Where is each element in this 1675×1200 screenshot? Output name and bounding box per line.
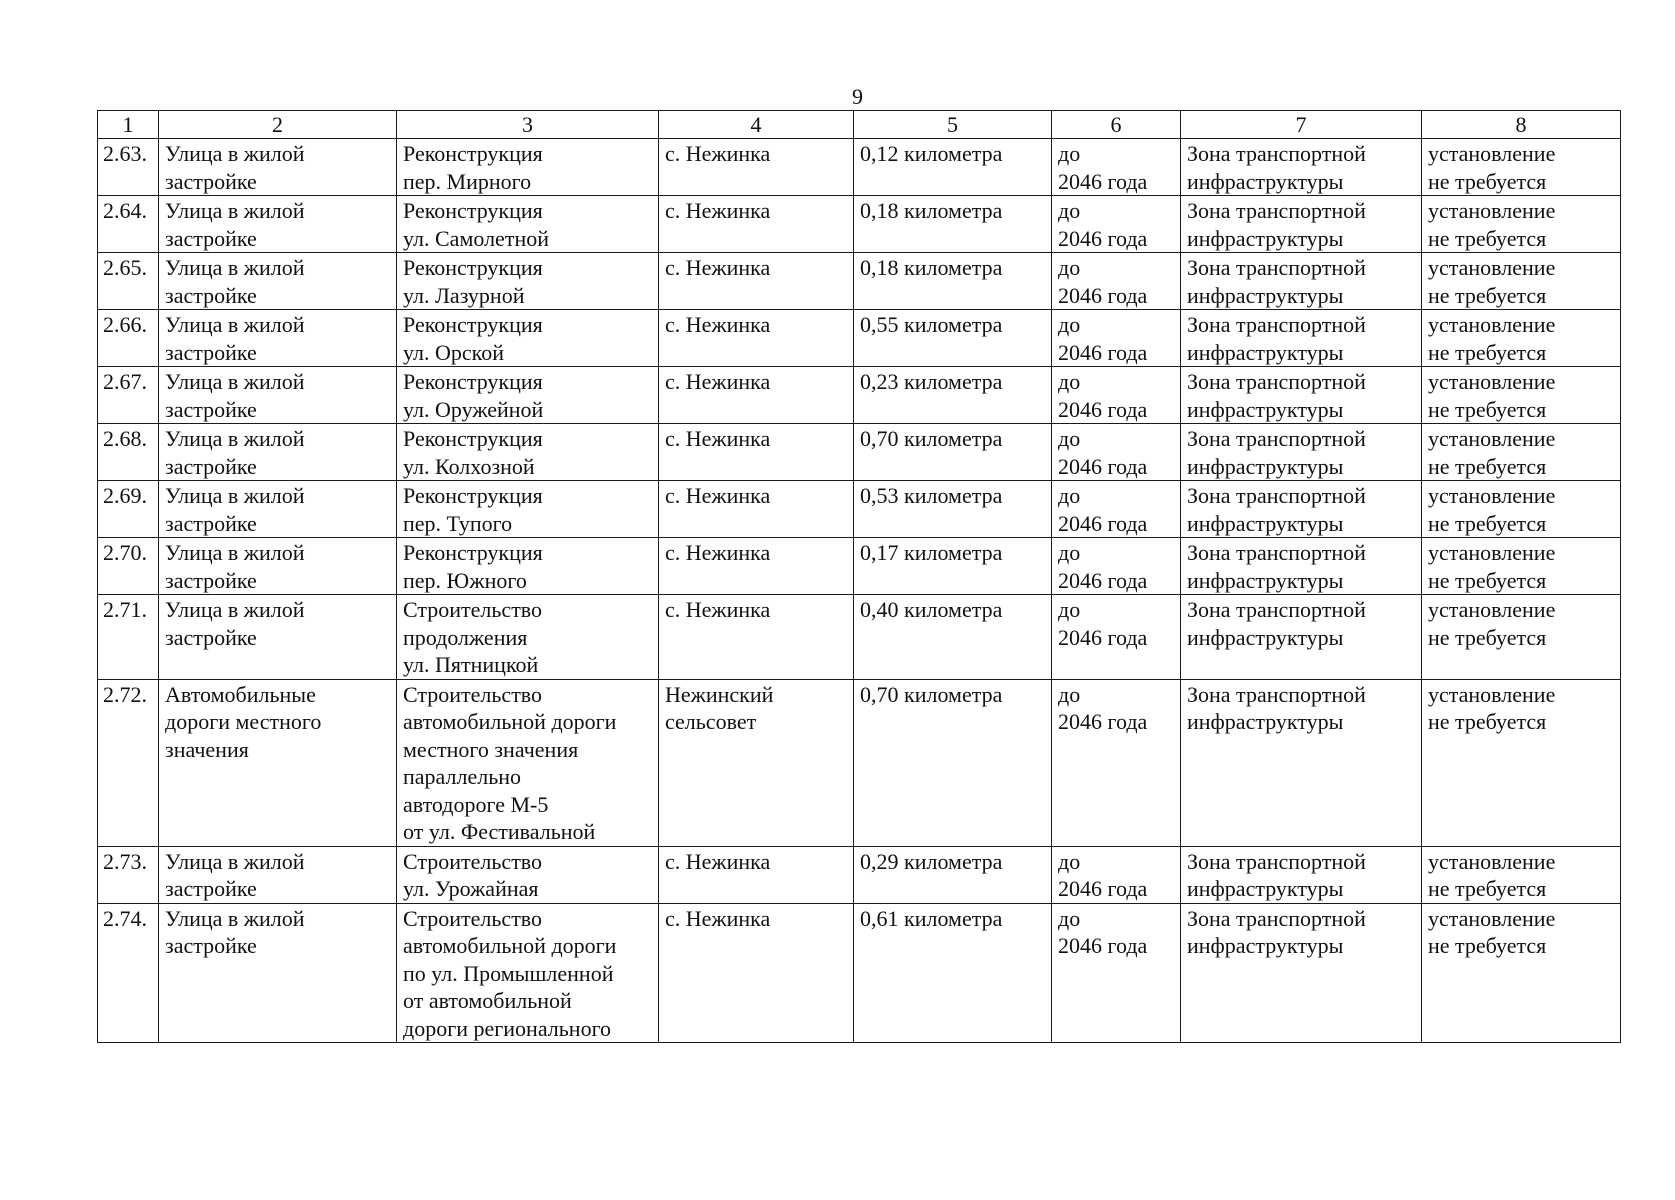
table-row [98, 424, 1621, 481]
table-row [98, 846, 1621, 903]
object-type-cell: Улица в жилой застройке [159, 310, 397, 367]
location-cell: с. Нежинка [659, 481, 854, 538]
term-cell: до 2046 года [1052, 253, 1181, 310]
length-cell: 0,61 километра [854, 903, 1052, 1043]
table-row [98, 903, 1621, 1043]
row-number-cell: 2.71. [98, 595, 159, 680]
object-type-cell: Автомобильные дороги местного значения [159, 679, 397, 846]
term-cell: до 2046 года [1052, 139, 1181, 196]
length-cell: 0,18 километра [854, 196, 1052, 253]
object-type-cell: Улица в жилой застройке [159, 424, 397, 481]
zone-cell: Зона транспортной инфраструктуры [1181, 253, 1422, 310]
term-cell: до 2046 года [1052, 481, 1181, 538]
header-cell: 2 [159, 111, 397, 139]
object-action-cell: Реконструкция пер. Тупого [397, 481, 659, 538]
length-cell: 0,40 километра [854, 595, 1052, 680]
zone-cell: Зона транспортной инфраструктуры [1181, 367, 1422, 424]
header-cell: 6 [1052, 111, 1181, 139]
location-cell: с. Нежинка [659, 139, 854, 196]
zone-cell: Зона транспортной инфраструктуры [1181, 846, 1422, 903]
table-row [98, 538, 1621, 595]
objects-table [97, 110, 1621, 1043]
restriction-cell: установление не требуется [1422, 253, 1621, 310]
length-cell: 0,12 километра [854, 139, 1052, 196]
location-cell: с. Нежинка [659, 196, 854, 253]
table-row [98, 481, 1621, 538]
row-number-cell: 2.65. [98, 253, 159, 310]
object-action-cell: Строительство ул. Урожайная [397, 846, 659, 903]
header-cell: 7 [1181, 111, 1422, 139]
term-cell: до 2046 года [1052, 310, 1181, 367]
restriction-cell: установление не требуется [1422, 481, 1621, 538]
term-cell: до 2046 года [1052, 196, 1181, 253]
location-cell: с. Нежинка [659, 903, 854, 1043]
location-cell: с. Нежинка [659, 253, 854, 310]
restriction-cell: установление не требуется [1422, 424, 1621, 481]
object-action-cell: Реконструкция ул. Орской [397, 310, 659, 367]
header-cell: 1 [98, 111, 159, 139]
zone-cell: Зона транспортной инфраструктуры [1181, 481, 1422, 538]
row-number-cell: 2.64. [98, 196, 159, 253]
header-cell: 5 [854, 111, 1052, 139]
table-row [98, 253, 1621, 310]
row-number-cell: 2.73. [98, 846, 159, 903]
object-type-cell: Улица в жилой застройке [159, 903, 397, 1043]
object-type-cell: Улица в жилой застройке [159, 538, 397, 595]
term-cell: до 2046 года [1052, 538, 1181, 595]
table-row [98, 310, 1621, 367]
object-action-cell: Реконструкция ул. Колхозной [397, 424, 659, 481]
zone-cell: Зона транспортной инфраструктуры [1181, 903, 1422, 1043]
location-cell: с. Нежинка [659, 538, 854, 595]
length-cell: 0,23 километра [854, 367, 1052, 424]
term-cell: до 2046 года [1052, 846, 1181, 903]
object-action-cell: Реконструкция ул. Самолетной [397, 196, 659, 253]
location-cell: Нежинский сельсовет [659, 679, 854, 846]
location-cell: с. Нежинка [659, 310, 854, 367]
zone-cell: Зона транспортной инфраструктуры [1181, 595, 1422, 680]
header-cell: 4 [659, 111, 854, 139]
location-cell: с. Нежинка [659, 595, 854, 680]
term-cell: до 2046 года [1052, 424, 1181, 481]
restriction-cell: установление не требуется [1422, 538, 1621, 595]
restriction-cell: установление не требуется [1422, 310, 1621, 367]
table-row [98, 595, 1621, 680]
object-type-cell: Улица в жилой застройке [159, 846, 397, 903]
object-action-cell: Реконструкция ул. Оружейной [397, 367, 659, 424]
object-action-cell: Строительство продолжения ул. Пятницкой [397, 595, 659, 680]
length-cell: 0,70 километра [854, 424, 1052, 481]
object-type-cell: Улица в жилой застройке [159, 139, 397, 196]
restriction-cell: установление не требуется [1422, 367, 1621, 424]
length-cell: 0,17 километра [854, 538, 1052, 595]
location-cell: с. Нежинка [659, 367, 854, 424]
restriction-cell: установление не требуется [1422, 139, 1621, 196]
location-cell: с. Нежинка [659, 846, 854, 903]
object-action-cell: Реконструкция пер. Мирного [397, 139, 659, 196]
object-action-cell: Реконструкция ул. Лазурной [397, 253, 659, 310]
term-cell: до 2046 года [1052, 903, 1181, 1043]
restriction-cell: установление не требуется [1422, 595, 1621, 680]
row-number-cell: 2.66. [98, 310, 159, 367]
row-number-cell: 2.68. [98, 424, 159, 481]
term-cell: до 2046 года [1052, 595, 1181, 680]
term-cell: до 2046 года [1052, 679, 1181, 846]
restriction-cell: установление не требуется [1422, 846, 1621, 903]
length-cell: 0,29 километра [854, 846, 1052, 903]
object-action-cell: Реконструкция пер. Южного [397, 538, 659, 595]
header-cell: 3 [397, 111, 659, 139]
object-action-cell: Строительство автомобильной дороги по ул. Промышленной от автомобильной дороги регионального [397, 903, 659, 1043]
object-type-cell: Улица в жилой застройке [159, 481, 397, 538]
object-action-cell: Строительство автомобильной дороги местного значения параллельно автодороге М-5 от ул. Фестивальной [397, 679, 659, 846]
length-cell: 0,55 километра [854, 310, 1052, 367]
table-header-row [98, 111, 1621, 139]
zone-cell: Зона транспортной инфраструктуры [1181, 139, 1422, 196]
zone-cell: Зона транспортной инфраструктуры [1181, 196, 1422, 253]
object-type-cell: Улица в жилой застройке [159, 595, 397, 680]
zone-cell: Зона транспортной инфраструктуры [1181, 538, 1422, 595]
term-cell: до 2046 года [1052, 367, 1181, 424]
object-type-cell: Улица в жилой застройке [159, 196, 397, 253]
length-cell: 0,53 километра [854, 481, 1052, 538]
row-number-cell: 2.72. [98, 679, 159, 846]
row-number-cell: 2.70. [98, 538, 159, 595]
row-number-cell: 2.74. [98, 903, 159, 1043]
page-number: 9 [852, 84, 863, 109]
restriction-cell: установление не требуется [1422, 679, 1621, 846]
header-cell: 8 [1422, 111, 1621, 139]
restriction-cell: установление не требуется [1422, 903, 1621, 1043]
object-type-cell: Улица в жилой застройке [159, 253, 397, 310]
zone-cell: Зона транспортной инфраструктуры [1181, 679, 1422, 846]
zone-cell: Зона транспортной инфраструктуры [1181, 310, 1422, 367]
location-cell: с. Нежинка [659, 424, 854, 481]
row-number-cell: 2.63. [98, 139, 159, 196]
table-row [98, 139, 1621, 196]
table-row [98, 679, 1621, 846]
length-cell: 0,18 километра [854, 253, 1052, 310]
zone-cell: Зона транспортной инфраструктуры [1181, 424, 1422, 481]
length-cell: 0,70 километра [854, 679, 1052, 846]
restriction-cell: установление не требуется [1422, 196, 1621, 253]
row-number-cell: 2.67. [98, 367, 159, 424]
table-row [98, 196, 1621, 253]
row-number-cell: 2.69. [98, 481, 159, 538]
object-type-cell: Улица в жилой застройке [159, 367, 397, 424]
table-row [98, 367, 1621, 424]
